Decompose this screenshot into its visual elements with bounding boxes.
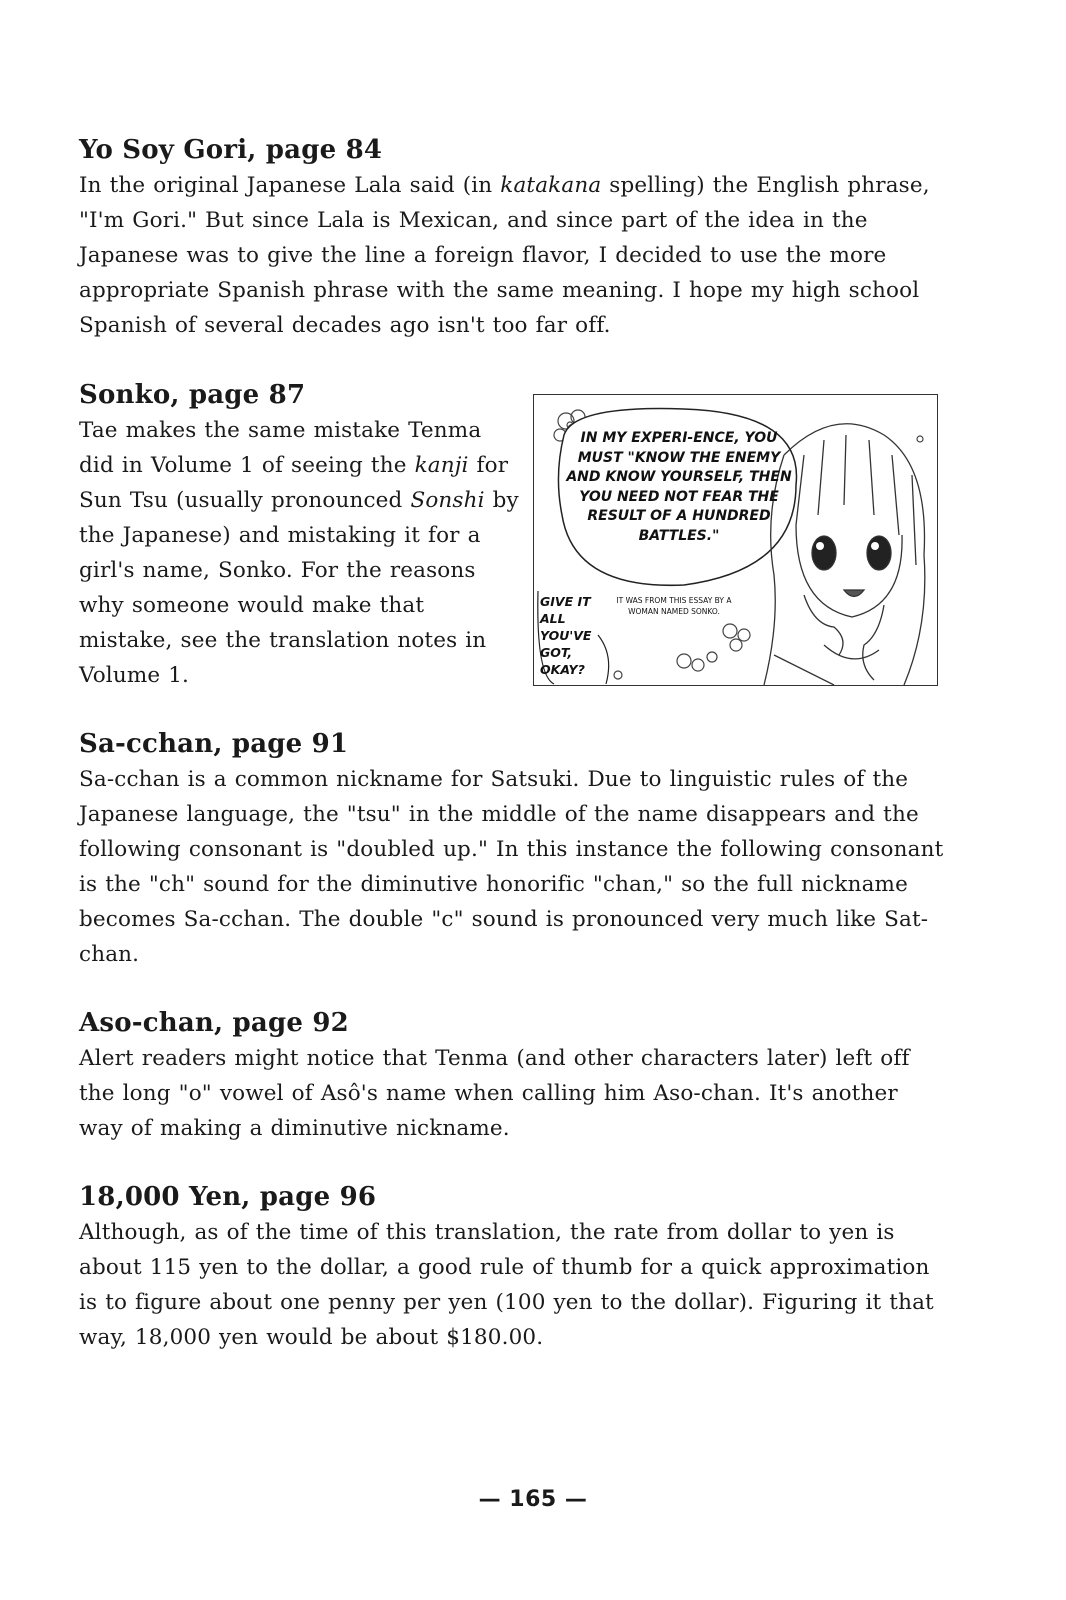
speech-bubble-small-text: GIVE IT ALL YOU'VE GOT, OKAY?	[540, 594, 592, 677]
note-body: Tae makes the same mistake Tenma did in Volume 1 of seeing the kanji for Sun Tsu (usually pronounced Sonshi by the Japanese) and mistaking it for a girl's name, Sonko. For the reasons why someone would make that mistake, see the translation notes in Volume 1.	[79, 418, 519, 688]
note-aso-chan	[79, 1005, 949, 1146]
note-heading: 18,000 Yen, page 96	[79, 1182, 377, 1212]
note-body: Although, as of the time of this translation, the rate from dollar to yen is about 115 yen to the dollar, a good rule of thumb for a quick approximation is to figure about one penny per yen (100 yen to the dollar). Figuring it that way, 18,000 yen would be about $180.00.	[79, 1220, 934, 1350]
note-heading: Aso-chan, page 92	[79, 1008, 349, 1038]
note-heading: Sonko, page 87	[79, 380, 306, 410]
note-sonko	[79, 377, 519, 693]
page-number: — 165 —	[478, 1487, 588, 1512]
speech-bubble-text: IN MY EXPERI-ENCE, YOU MUST "KNOW THE ENEMY AND KNOW YOURSELF, THEN YOU NEED NOT FEAR THE RESULT OF A HUNDRED BATTLES."	[566, 430, 792, 544]
note-body: Sa-cchan is a common nickname for Satsuki. Due to linguistic rules of the Japanese language, the "tsu" in the middle of the name disappears and the following consonant is "doubled up." In this instance the following consonant is the "ch" sound for the diminutive honorific "chan," so the full nickname becomes Sa-cchan. The double "c" sound is pronounced very much like Sat-chan.	[79, 767, 944, 967]
note-heading: Yo Soy Gori, page 84	[79, 135, 383, 165]
note-sa-cchan	[79, 726, 949, 972]
note-18000-yen	[79, 1179, 949, 1355]
speech-bubble-note-text: IT WAS FROM THIS ESSAY BY A WOMAN NAMED SONKO.	[616, 596, 732, 616]
note-yo-soy-gori	[79, 132, 949, 343]
manga-panel-illustration	[533, 394, 938, 686]
note-body: Alert readers might notice that Tenma (and other characters later) left off the long "o" vowel of Asô's name when calling him Aso-chan. It's another way of making a diminutive nickname.	[79, 1046, 910, 1141]
note-body: In the original Japanese Lala said (in katakana spelling) the English phrase, "I'm Gori." But since Lala is Mexican, and since part of the idea in the Japanese was to give the line a foreign flavor, I decided to use the more appropriate Spanish phrase with the same meaning. I hope my high school Spanish of several decades ago isn't too far off.	[79, 173, 930, 338]
note-heading: Sa-cchan, page 91	[79, 729, 349, 759]
